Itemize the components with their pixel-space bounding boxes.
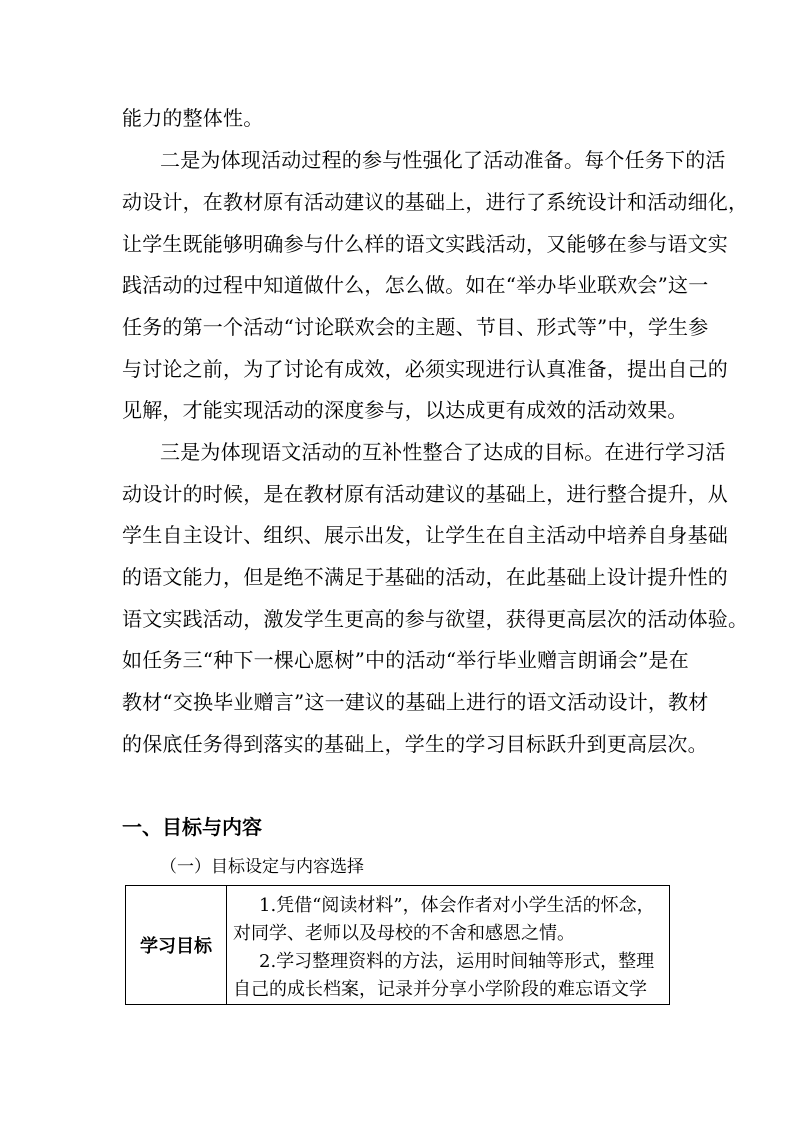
paragraph-line: 三是为体现语文活动的互补性整合了达成的目标。在进行学习活: [160, 440, 726, 464]
paragraph-line: 教材“交换毕业赠言”这一建议的基础上进行的语文活动设计，教材: [122, 690, 709, 714]
paragraph-line: 践活动的过程中知道做什么，怎么做。如在“举办毕业联欢会”这一: [122, 273, 709, 297]
paragraph-line: 动设计，在教材原有活动建议的基础上，进行了系统设计和活动细化，: [122, 190, 749, 214]
paragraph-line: 的保底任务得到落实的基础上，学生的学习目标跃升到更高层次。: [122, 732, 708, 756]
paragraph-line: 与讨论之前，为了讨论有成效，必须实现进行认真准备，提出自己的: [122, 357, 728, 381]
paragraph-line: 能力的整体性。: [122, 106, 264, 130]
paragraph-line: 的语文能力，但是绝不满足于基础的活动，在此基础上设计提升性的: [122, 565, 728, 589]
section-subheading: （一）目标设定与内容选择: [160, 857, 364, 877]
paragraph-line: 动设计的时候，是在教材原有活动建议的基础上，进行整合提升，从: [122, 482, 728, 506]
goal-line: 1.凭借“阅读材料”，体会作者对小学生活的怀念，: [259, 895, 655, 916]
goal-label-cell: [126, 886, 227, 1005]
paragraph-line: 学生自主设计、组织、展示出发，让学生在自主活动中培养自身基础: [122, 523, 728, 547]
paragraph-line: 语文实践活动，激发学生更高的参与欲望，获得更高层次的活动体验。: [122, 607, 749, 631]
paragraph-line: 见解，才能实现活动的深度参与，以达成更有成效的活动效果。: [122, 398, 688, 422]
paragraph-line: 让学生既能够明确参与什么样的语文实践活动，又能够在参与语文实: [122, 232, 728, 256]
paragraph-line: 如任务三“种下一棵心愿树”中的活动“举行毕业赠言朗诵会”是在: [122, 648, 689, 672]
goal-line: 2.学习整理资料的方法，运用时间轴等形式，整理: [259, 951, 655, 972]
paragraph-line: 二是为体现活动过程的参与性强化了活动准备。每个任务下的活: [160, 148, 726, 172]
table-row: [126, 886, 670, 1005]
goal-table: [125, 885, 670, 1005]
goal-label: 学习目标: [140, 936, 212, 957]
goal-line: 自己的成长档案，记录并分享小学阶段的难忘语文学: [233, 979, 647, 1000]
goal-line: 对同学、老师以及母校的不舍和感恩之情。: [233, 923, 575, 944]
paragraph-line: 任务的第一个活动“讨论联欢会的主题、节目、形式等”中，学生参: [122, 315, 709, 339]
section-heading: 一、目标与内容: [122, 815, 262, 839]
goal-content-cell: [227, 886, 670, 1005]
